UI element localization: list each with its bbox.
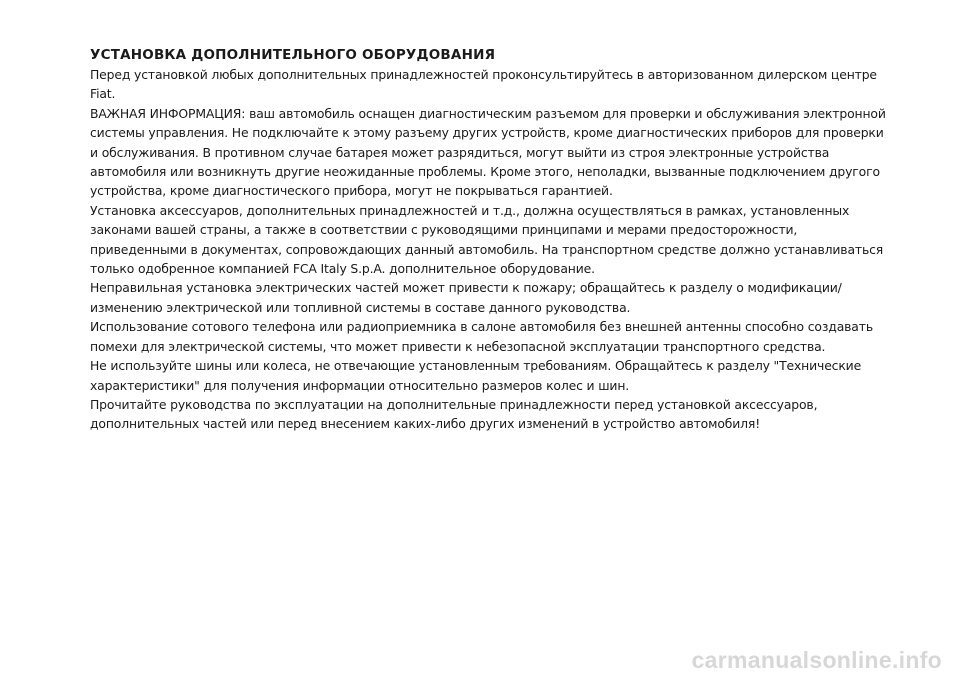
- document-page: [90, 46, 890, 434]
- paragraph: Не используйте шины или колеса, не отвечающие установленным требованиям. Обращайтесь к разделу "Технические характеристики" для получения информации относительно размеров колес и шин.: [90, 358, 862, 393]
- paragraph: Неправильная установка электрических частей может привести к пожару; обращайтесь к разделу о модификации/изменению электрической или топливной системы в составе данного руководства.: [90, 280, 842, 315]
- paragraph: Прочитайте руководства по эксплуатации на дополнительные принадлежности перед установкой аксессуаров, дополнительных частей или перед внесением каких-либо других изменений в устройство автомобиля!: [90, 396, 818, 432]
- paragraph: Перед установкой любых дополнительных принадлежностей проконсультируйтесь в авторизованном дилерском центре Fiat.: [90, 67, 877, 102]
- body-text: [90, 65, 890, 434]
- section-heading: УСТАНОВКА ДОПОЛНИТЕЛЬНОГО ОБОРУДОВАНИЯ: [90, 47, 496, 63]
- paragraph: Использование сотового телефона или радиоприемника в салоне автомобиля без внешней антенны способно создавать помехи для электрической системы, что может привести к небезопасной эксплуатации транспортного средства.: [90, 319, 873, 354]
- paragraph: ВАЖНАЯ ИНФОРМАЦИЯ: ваш автомобиль оснащен диагностическим разъемом для проверки и обслуживания электронной системы управления. Не подключайте к этому разъему других устройств, кроме диагностических приборов для проверки и обслуживания. В противном случае батарея может разрядиться, могут выйти из строя электронные устройства автомобиля или возникнуть другие неожиданные проблемы. Кроме этого, неполадки, вызванные подключением другого устройства, кроме диагностического прибора, могут не покрываться гарантией.: [90, 105, 886, 199]
- site-watermark: carmanualsonline.info: [691, 647, 942, 673]
- paragraph: Установка аксессуаров, дополнительных принадлежностей и т.д., должна осуществляться в рамках, установленных законами вашей страны, а также в соответствии с руководящими принципами и мерами предосторожности, приведенными в документах, сопровождающих данный автомобиль. На транспортном средстве должно устанавливаться только одобренное компанией FCA Italy S.p.A. дополнительное оборудование.: [90, 202, 884, 277]
